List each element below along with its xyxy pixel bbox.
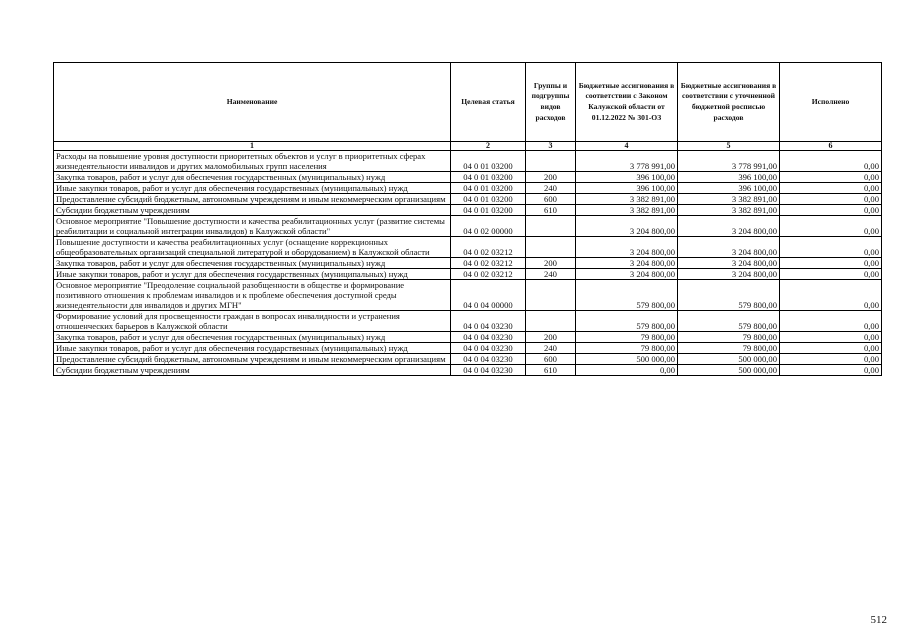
- row-target-article: 04 0 01 03200: [451, 205, 526, 216]
- table-row: [54, 343, 882, 354]
- row-refined-allocation: 3 778 991,00: [678, 151, 780, 172]
- row-target-article: 04 0 02 00000: [451, 216, 526, 237]
- row-executed: 0,00: [780, 258, 882, 269]
- row-executed: 0,00: [780, 237, 882, 258]
- row-name: Закупка товаров, работ и услуг для обеспечения государственных (муниципальных) нужд: [54, 332, 451, 343]
- row-name: Иные закупки товаров, работ и услуг для обеспечения государственных (муниципальных) нужд: [54, 183, 451, 194]
- row-name: Субсидии бюджетным учреждениям: [54, 205, 451, 216]
- row-expense-group: 610: [526, 365, 576, 376]
- row-law-allocation: 396 100,00: [576, 172, 678, 183]
- row-expense-group: 200: [526, 332, 576, 343]
- row-executed: 0,00: [780, 216, 882, 237]
- row-target-article: 04 0 01 03200: [451, 172, 526, 183]
- table-row: [54, 172, 882, 183]
- row-target-article: 04 0 04 03230: [451, 343, 526, 354]
- row-expense-group: [526, 151, 576, 172]
- table-row: [54, 258, 882, 269]
- table-row: [54, 205, 882, 216]
- column-number: 3: [526, 142, 576, 151]
- page-number: 512: [870, 614, 887, 626]
- row-executed: 0,00: [780, 172, 882, 183]
- row-name: Закупка товаров, работ и услуг для обеспечения государственных (муниципальных) нужд: [54, 172, 451, 183]
- row-expense-group: [526, 311, 576, 332]
- row-name: Формирование условий для просвещенности граждан в вопросах инвалидности и устранения отношенческих барьеров в Калужской области: [54, 311, 451, 332]
- row-law-allocation: 500 000,00: [576, 354, 678, 365]
- column-number: 5: [678, 142, 780, 151]
- column-number: 2: [451, 142, 526, 151]
- row-law-allocation: 3 382 891,00: [576, 205, 678, 216]
- row-executed: 0,00: [780, 365, 882, 376]
- row-law-allocation: 396 100,00: [576, 183, 678, 194]
- table-row: [54, 311, 882, 332]
- header-executed: Исполнено: [780, 63, 882, 142]
- header-law-allocation: Бюджетные ассигнования в соответствии с Законом Калужской области от 01.12.2022 № 301-ОЗ: [576, 63, 678, 142]
- row-target-article: 04 0 04 03230: [451, 332, 526, 343]
- row-executed: 0,00: [780, 343, 882, 354]
- table-row: [54, 280, 882, 311]
- row-refined-allocation: 579 800,00: [678, 311, 780, 332]
- row-law-allocation: 579 800,00: [576, 280, 678, 311]
- table-row: [54, 216, 882, 237]
- column-number: 6: [780, 142, 882, 151]
- table-row: [54, 269, 882, 280]
- row-expense-group: 200: [526, 172, 576, 183]
- row-law-allocation: 3 204 800,00: [576, 237, 678, 258]
- row-law-allocation: 579 800,00: [576, 311, 678, 332]
- row-name: Расходы на повышение уровня доступности приоритетных объектов и услуг в приоритетных сферах жизнедеятельности инвалидов и других маломобильных групп населения: [54, 151, 451, 172]
- row-refined-allocation: 3 382 891,00: [678, 205, 780, 216]
- row-law-allocation: 3 204 800,00: [576, 216, 678, 237]
- row-refined-allocation: 79 800,00: [678, 332, 780, 343]
- table-row: [54, 151, 882, 172]
- row-name: Предоставление субсидий бюджетным, автономным учреждениям и иным некоммерческим организациям: [54, 354, 451, 365]
- row-expense-group: 610: [526, 205, 576, 216]
- column-number: 1: [54, 142, 451, 151]
- row-name: Основное мероприятие "Преодоление социальной разобщенности в обществе и формирование позитивного отношения к проблемам инвалидов и к проблеме обеспечения доступной среды жизнедеятельности для инвалидов и других МГН": [54, 280, 451, 311]
- row-law-allocation: 3 778 991,00: [576, 151, 678, 172]
- table-row: [54, 183, 882, 194]
- row-refined-allocation: 500 000,00: [678, 354, 780, 365]
- row-expense-group: [526, 216, 576, 237]
- row-target-article: 04 0 01 03200: [451, 194, 526, 205]
- header-expense-group: Группы и подгруппы видов расходов: [526, 63, 576, 142]
- row-target-article: 04 0 04 03230: [451, 365, 526, 376]
- row-target-article: 04 0 04 03230: [451, 311, 526, 332]
- row-law-allocation: 3 382 891,00: [576, 194, 678, 205]
- row-refined-allocation: 579 800,00: [678, 280, 780, 311]
- row-refined-allocation: 3 204 800,00: [678, 237, 780, 258]
- header-row: [54, 63, 882, 142]
- row-target-article: 04 0 01 03200: [451, 151, 526, 172]
- table-row: [54, 332, 882, 343]
- row-executed: 0,00: [780, 205, 882, 216]
- row-name: Повышение доступности и качества реабилитационных услуг (оснащение коррекционных общеобразовательных организаций специальной литературой и оборудованием) в Калужской области: [54, 237, 451, 258]
- column-number: 4: [576, 142, 678, 151]
- row-refined-allocation: 3 382 891,00: [678, 194, 780, 205]
- table-body: [54, 151, 882, 376]
- table-row: [54, 365, 882, 376]
- row-target-article: 04 0 04 00000: [451, 280, 526, 311]
- row-executed: 0,00: [780, 280, 882, 311]
- row-executed: 0,00: [780, 311, 882, 332]
- table-row: [54, 194, 882, 205]
- row-expense-group: 240: [526, 343, 576, 354]
- row-executed: 0,00: [780, 354, 882, 365]
- row-name: Субсидии бюджетным учреждениям: [54, 365, 451, 376]
- row-expense-group: [526, 280, 576, 311]
- row-expense-group: 240: [526, 269, 576, 280]
- header-target-article: Целевая статья: [451, 63, 526, 142]
- row-law-allocation: 79 800,00: [576, 332, 678, 343]
- row-name: Основное мероприятие "Повышение доступности и качества реабилитационных услуг (развитие системы реабилитации и социальной интеграции инвалидов) в Калужской области": [54, 216, 451, 237]
- row-refined-allocation: 3 204 800,00: [678, 269, 780, 280]
- column-number-row: [54, 142, 882, 151]
- row-expense-group: 200: [526, 258, 576, 269]
- table-row: [54, 237, 882, 258]
- row-executed: 0,00: [780, 194, 882, 205]
- row-refined-allocation: 396 100,00: [678, 183, 780, 194]
- row-executed: 0,00: [780, 269, 882, 280]
- row-name: Иные закупки товаров, работ и услуг для обеспечения государственных (муниципальных) нужд: [54, 269, 451, 280]
- row-law-allocation: 3 204 800,00: [576, 258, 678, 269]
- row-executed: 0,00: [780, 183, 882, 194]
- row-target-article: 04 0 02 03212: [451, 269, 526, 280]
- row-name: Закупка товаров, работ и услуг для обеспечения государственных (муниципальных) нужд: [54, 258, 451, 269]
- header-refined-allocation: Бюджетные ассигнования в соответствии с уточненной бюджетной росписью расходов: [678, 63, 780, 142]
- table-row: [54, 354, 882, 365]
- row-refined-allocation: 79 800,00: [678, 343, 780, 354]
- row-refined-allocation: 3 204 800,00: [678, 216, 780, 237]
- row-executed: 0,00: [780, 332, 882, 343]
- row-name: Предоставление субсидий бюджетным, автономным учреждениям и иным некоммерческим организациям: [54, 194, 451, 205]
- row-refined-allocation: 500 000,00: [678, 365, 780, 376]
- row-expense-group: 240: [526, 183, 576, 194]
- row-law-allocation: 79 800,00: [576, 343, 678, 354]
- row-law-allocation: 3 204 800,00: [576, 269, 678, 280]
- row-refined-allocation: 396 100,00: [678, 172, 780, 183]
- row-expense-group: 600: [526, 194, 576, 205]
- row-target-article: 04 0 02 03212: [451, 258, 526, 269]
- row-name: Иные закупки товаров, работ и услуг для обеспечения государственных (муниципальных) нужд: [54, 343, 451, 354]
- row-expense-group: [526, 237, 576, 258]
- row-executed: 0,00: [780, 151, 882, 172]
- row-refined-allocation: 3 204 800,00: [678, 258, 780, 269]
- budget-table: [53, 62, 882, 376]
- row-target-article: 04 0 04 03230: [451, 354, 526, 365]
- header-name: Наименование: [54, 63, 451, 142]
- row-target-article: 04 0 01 03200: [451, 183, 526, 194]
- row-target-article: 04 0 02 03212: [451, 237, 526, 258]
- row-law-allocation: 0,00: [576, 365, 678, 376]
- row-expense-group: 600: [526, 354, 576, 365]
